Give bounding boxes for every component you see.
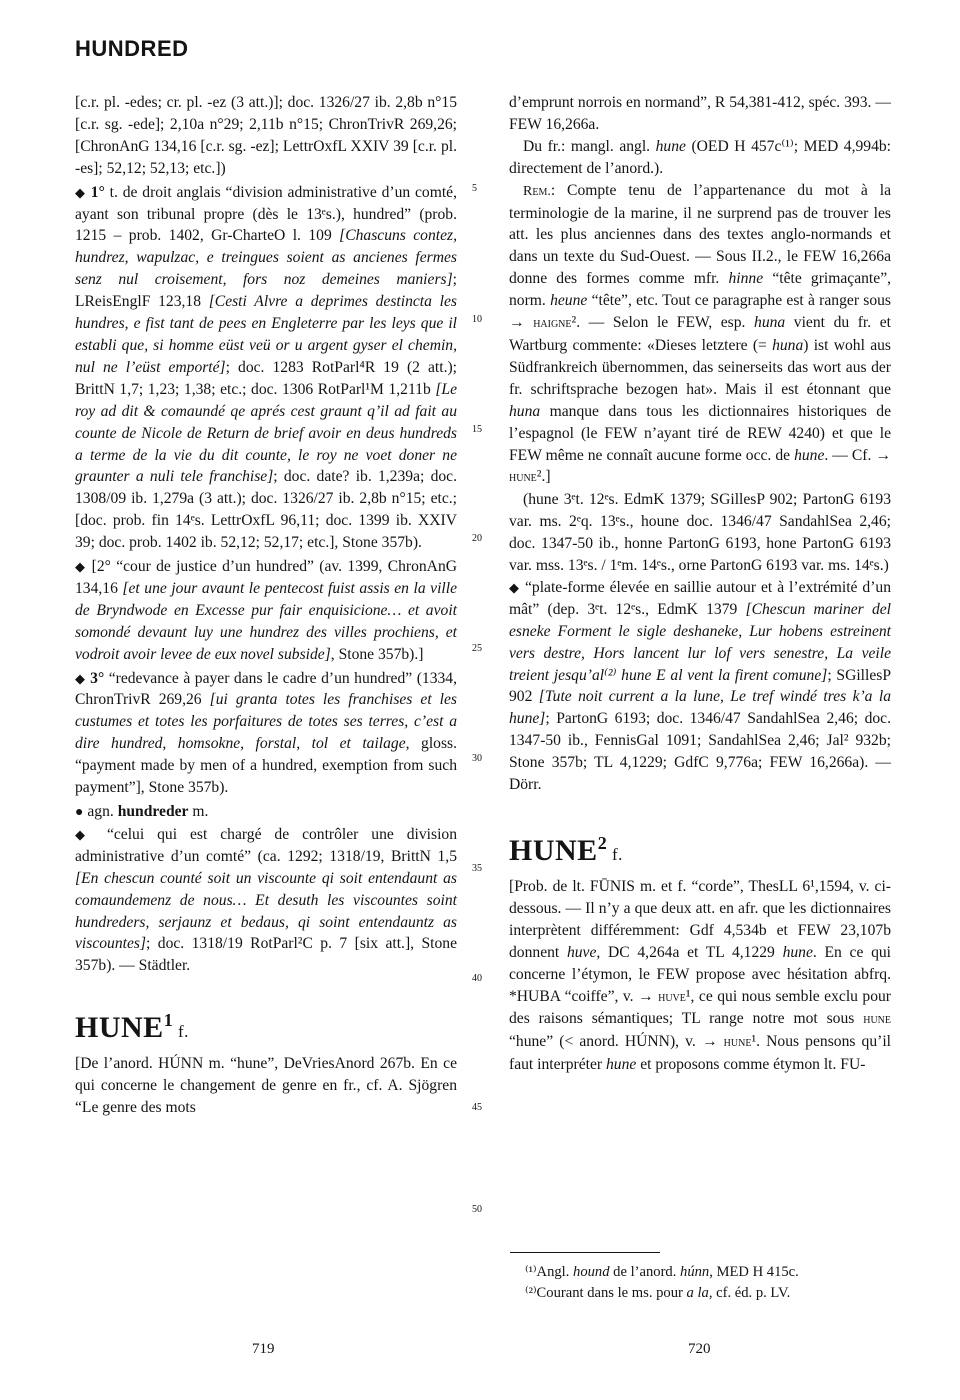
running-head: HUNDRED — [75, 36, 189, 61]
entry-headword-hune1 — [75, 1011, 457, 1049]
text-run: ; LReisEnglF 123,18 — [75, 271, 457, 311]
homonym-number: 1 — [163, 1010, 174, 1031]
diamond-icon — [509, 579, 520, 596]
text-run: “tête grimaçante”, norm. — [509, 270, 892, 310]
text-run: [Prob. de lt. FŪNIS m. et f. “corde”, ThesLL 6¹,1594, v. ci-dessous. — Il n’y a que deux att. en afr. que les dictionnaires interprètent différemment: Gdf 4,534b et FEW 23,107b donnent — [509, 878, 891, 961]
text-run: [c.r. pl. -edes; cr. pl. -ez (3 att.)]; doc. 1326/27 ib. 2,8b n°15 [c.r. sg. -ede]; 2,10a n°29; 2,11b n°15; ChronTrivR 269,26; [ChronAnG 134,16 [c.r. sg. -ez]; LettrOxfL XXIV 39 [c.r. pl. -es]; 52,12; 52,13; etc.]) — [75, 94, 457, 177]
text-run: ⁽²⁾Courant dans le ms. pour — [525, 1285, 687, 1301]
headword: HUNE — [75, 1011, 164, 1045]
paragraph — [509, 136, 891, 180]
diamond-icon — [75, 826, 94, 843]
grammar-label: f. — [173, 1022, 189, 1042]
line-number: 45 — [472, 1102, 482, 1113]
line-number: 40 — [472, 973, 482, 984]
italic-word: huna — [772, 336, 804, 354]
sense-2 — [75, 556, 457, 666]
page-number-right: 720 — [688, 1341, 711, 1357]
quotation: [Le roy ad dit & comaundé qe aprés cest graunt q’il ad fait au counte de Nicole de Return de brief avoir en deus hundreds a terme de la vie du dit counte, le roy ne voet doner ne graunter a nuli tele franchise] — [75, 380, 457, 486]
footnotes — [525, 1262, 895, 1304]
diamond-icon — [75, 184, 86, 201]
text-run: , DC 4,264a et TL 4,1229 — [596, 943, 783, 961]
text-run: . — Cf. → — [824, 446, 891, 464]
text-run: , MED H 415c. — [709, 1264, 799, 1280]
right-column — [509, 92, 891, 1076]
definition: “redevance à payer dans le cadre d’un hundred” (1334, ChronTrivR 269,26 — [75, 669, 457, 709]
text-run: , cf. éd. p. LV. — [708, 1285, 791, 1301]
line-number: 15 — [472, 424, 482, 435]
italic-word: húnn — [680, 1264, 710, 1280]
italic-word: hune — [605, 1056, 637, 1074]
line-number: 30 — [472, 753, 482, 764]
derivative-heading — [75, 801, 457, 824]
sense-1 — [75, 182, 457, 554]
paragraph — [75, 92, 457, 180]
definition: t. de droit anglais “division administrative d’un comté, ayant son tribunal propre (dès le 13ᵉs.), hundred” (prob. 1215 – prob. 1402, Gr-CharteO l. 109 — [75, 183, 458, 245]
text-run: (hune 3ᵉt. 12ᵉs. EdmK 1379; SGillesP 902; PartonG 6193 var. ms. 2ᵉq. 13ᵉs., houne doc. 1346/47 SandahlSea 2,46; doc. 1347-50 ib., honne PartonG 6193, hone PartonG 6193 var. mss. 13ᵉs. / 1ᵉm. 14ᵉs., orne PartonG 6193 var. ms. 14ᵉs.) — [509, 491, 891, 575]
text-run: vient du fr. et Wartburg commente: «Dieses letztere (= — [509, 314, 892, 354]
sense-number: [2° — [91, 558, 111, 576]
text-run: , Stone 357b).] — [330, 645, 424, 663]
line-number: 35 — [472, 863, 482, 874]
etymology — [75, 1053, 457, 1119]
grammar-label: m. — [188, 803, 209, 820]
text-run: “hune” (< anord. HÚNN), v. → — [509, 1033, 724, 1051]
forms — [509, 489, 891, 577]
text-run: agn. — [83, 803, 118, 820]
cross-reference: huve — [658, 989, 686, 1005]
italic-word: hune — [655, 137, 686, 155]
cross-reference: haigne — [533, 316, 572, 332]
definition: “celui qui est chargé de contrôler une division administrative d’un comté” (ca. 1292; 1318/19, BrittN 1,5 — [75, 825, 457, 865]
definition: “cour de justice d’un hundred” (av. 1399, ChronAnG 134,16 — [75, 558, 457, 597]
text-run: ¹. Nous pensons qu’il faut interpréter — [509, 1033, 891, 1074]
quotation: [Tute noit current a la lune, Le tref windé tres k’a la hune] — [509, 688, 891, 728]
italic-word: huve — [566, 943, 597, 961]
headword: HUNE — [509, 834, 598, 867]
sense-3 — [75, 668, 457, 799]
footnote-divider — [510, 1252, 660, 1253]
italic-word: a la — [686, 1285, 709, 1301]
italic-word: heune — [550, 292, 588, 310]
text-run: . En ce qui concerne l’étymon, le FEW propose avec hésitation abfrq. *HUBA “coiffe”, v. → — [509, 943, 891, 1005]
entry-headword-hune2 — [509, 834, 891, 872]
italic-word: hound — [573, 1264, 610, 1280]
text-run: : Compte tenu de l’appartenance du mot à la terminologie de la marine, il ne surprend pas de trouver les att. les plus anciennes dans des textes anglo-normands et dans un texte du Sud-Ouest. — Sous II.2., le FEW 16,266a donne des formes comme mfr. — [509, 181, 891, 288]
derivative-word: hundreder — [117, 803, 189, 820]
cross-reference: hune — [509, 470, 537, 486]
cross-reference: hune — [863, 1012, 891, 1028]
quotation: [Cesti Alvre a deprimes destincta les hundres, e fist tant de pees en Engleterre par les leys que il establi que, si homme eüst veü or u argent gyser el chemin, nul ne l’eüst emporté] — [75, 293, 457, 376]
text-run: ; doc. 1283 RotParl⁴R 19 (2 att.); BrittN 1,7; 1,23; 1,38; etc.; doc. 1306 RotParl¹M 1,211b — [75, 358, 458, 398]
paragraph — [509, 92, 891, 136]
text-run: , gloss. “payment made by men of a hundred, exemption from such payment”], Stone 357b). — [75, 735, 457, 797]
definition: “plate-forme élevée en saillie autour et à l’extrémité d’un mât” (dep. 3ᵉt. 12ᵉs., EdmK 1379 — [509, 578, 891, 618]
line-number: 50 — [472, 1204, 482, 1215]
quotation: [Chescun mariner del esneke Forment le sigle deshaneke, Lur hobens estreinent vers destre, Hors lancent lur lof vers senestre, La veile treient jesqu’al⁽²⁾ hune E al vent la firent comune] — [509, 600, 891, 684]
remark — [509, 180, 891, 490]
footnote-2 — [525, 1283, 895, 1304]
homonym-number: 2 — [597, 833, 608, 853]
etymology — [509, 876, 891, 1076]
quotation: [Chascuns contez, hundrez, wapulzac, e treingues soient as ancienes fermes senz nul croisement, fors noz demeines maniers] — [75, 227, 457, 289]
text-run: ¹, ce qui nous semble exclu pour des raisons sémantiques; TL range notre mot sous — [509, 987, 892, 1028]
diamond-icon — [75, 670, 86, 687]
text-run: Du fr.: mangl. angl. — [523, 137, 656, 155]
derivative-sense — [75, 824, 457, 977]
left-column — [75, 92, 457, 1119]
text-run: ².] — [536, 468, 551, 486]
text-run: “tête”, etc. Tout ce paragraphe est à ranger sous → — [509, 292, 892, 332]
quotation: [et une jour avaunt le pentecost fuist assis en la ville de Bryndwode en Excesse pur fair enquisicione… et avoit somondé devaunt luy une hundrez des villes prochiens, et vodroit avoir levee de eux novel subside] — [75, 579, 457, 663]
text-run: manque dans tous les dictionnaires historiques de l’espagnol (le FEW n’ayant tiré de REW 4240) et que le FEW même ne connaît aucune forme occ. de — [509, 402, 891, 464]
remark-label: Rem. — [523, 183, 551, 199]
quotation: [ui granta totes les franchises et les custumes et totes les porfaitures de totes ses terres, c’est a dire hundred, homsokne, forstal, tol et tailage — [75, 691, 457, 753]
sense-number: 3° — [90, 669, 105, 687]
text-run: ; PartonG 6193; doc. 1346/47 SandahlSea 2,46; doc. 1347-50 ib., FennisGal 1091; SandahlSea 2,46; Jal² 932b; Stone 357b; TL 4,1229; GdfC 9,776a; FEW 16,266a). — Dörr. — [509, 710, 891, 794]
text-run: [De l’anord. HÚNN m. “hune”, DeVriesAnord 267b. En ce qui concerne le changement de genre en fr., cf. A. Sjögren “Le genre des mots — [75, 1055, 457, 1117]
text-run: et proposons comme étymon lt. FU- — [636, 1056, 866, 1074]
text-run: ⁽¹⁾Angl. — [525, 1264, 574, 1280]
quotation: [En chescun counté soit un viscounte qi soit entendaunt as comaundemenz de nous… Et desuth les viscountes soint hundreders, serjaunz et bedaus, qi soint entendauntz as viscountes] — [75, 869, 457, 953]
footnote-1 — [525, 1262, 895, 1283]
text-run: ; doc. date? ib. 1,239a; doc. 1308/09 ib. 1,279a (3 att.); doc. 1326/27 ib. 2,8b n°15; etc.; [doc. prob. fin 14ᵉs. LettrOxfL 96,11; doc. 1399 ib. XXIV 39; doc. prob. 1402 ib. 52,12; 52,17; etc.], Stone 357b). — [75, 468, 457, 552]
text-run: ) ist wohl aus Südfrankreich übernommen, das seinerseits das wort aus der fr. schriftsprache bezogen hat». Mais il est étonnant que — [509, 336, 891, 398]
line-number: 25 — [472, 643, 482, 654]
text-run: de l’anord. — [609, 1264, 681, 1280]
text-run: ². — Selon le FEW, esp. — [571, 314, 755, 332]
text-run: (OED H 457c⁽¹⁾; MED 4,994b: directement de l’anord.). — [509, 137, 892, 177]
page-number-left: 719 — [252, 1341, 275, 1357]
italic-word: hinne — [728, 270, 764, 288]
line-number: 10 — [472, 314, 482, 325]
text-run: ; SGillesP 902 — [509, 666, 891, 706]
italic-word: huna — [754, 314, 786, 332]
line-number: 20 — [472, 533, 482, 544]
text-run: ; doc. 1318/19 RotParl²C p. 7 [six att.], Stone 357b). — Städtler. — [75, 935, 457, 975]
cross-reference: hune — [723, 1035, 752, 1051]
text-run: d’emprunt norrois en normand”, R 54,381-412, spéc. 393. — FEW 16,266a. — [509, 94, 891, 133]
line-number: 5 — [472, 183, 477, 194]
italic-word: hune — [794, 446, 825, 464]
sense-number: 1° — [90, 183, 105, 201]
diamond-icon — [75, 558, 86, 575]
sense — [509, 577, 891, 796]
italic-word: huna — [509, 402, 541, 420]
grammar-label: f. — [607, 845, 623, 864]
italic-word: hune — [782, 943, 813, 961]
